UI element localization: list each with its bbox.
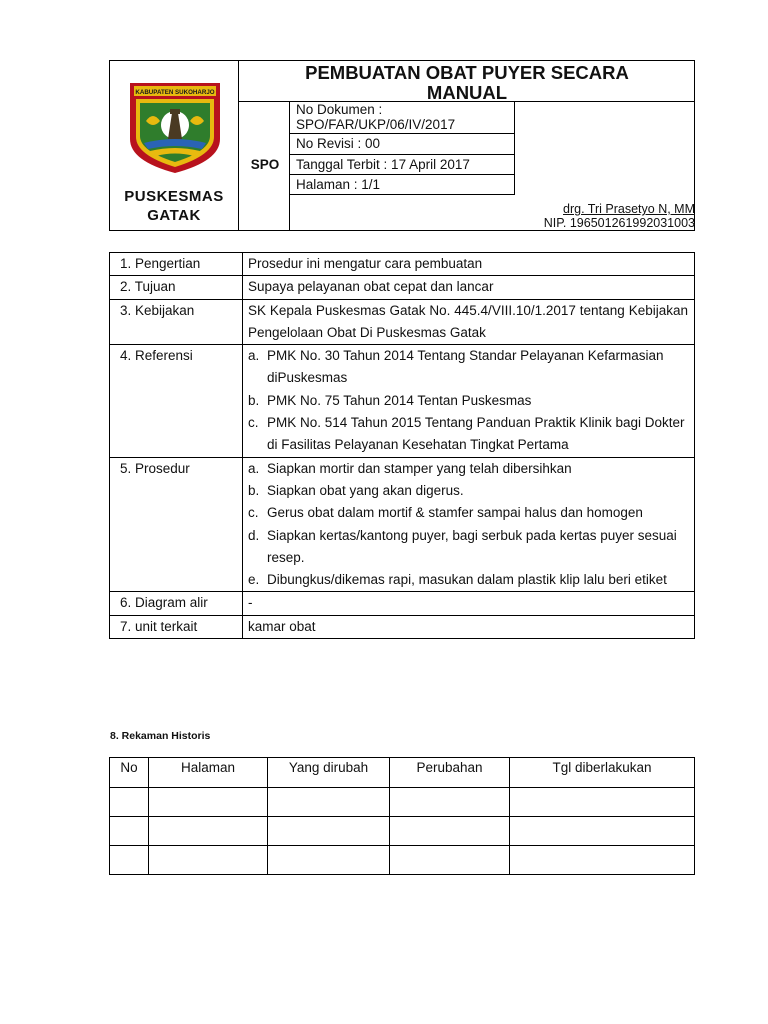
table-row — [110, 615, 695, 638]
table-cell — [110, 846, 149, 875]
column-header: Halaman — [149, 758, 268, 788]
column-header: Perubahan — [390, 758, 510, 788]
organization-name — [110, 187, 238, 225]
row-value: kamar obat — [243, 615, 695, 638]
row-label: 3. Kebijakan — [110, 299, 243, 345]
list-item — [248, 458, 688, 480]
referensi-list — [243, 345, 695, 457]
table-row — [110, 592, 695, 615]
table-row — [110, 299, 695, 345]
table-cell — [110, 788, 149, 817]
signer-nip: NIP. 196501261992031003 — [543, 216, 695, 230]
signer-name: drg. Tri Prasetyo N, MM — [563, 202, 695, 216]
row-value: - — [243, 592, 695, 615]
no-dokumen-label: No Dokumen : — [296, 102, 383, 117]
list-marker: a. — [248, 348, 260, 364]
title-line: PEMBUATAN OBAT PUYER SECARA — [305, 62, 629, 83]
list-marker: c. — [248, 505, 259, 521]
list-item — [248, 502, 688, 524]
list-text: PMK No. 514 Tahun 2015 Tentang Panduan Praktik Klinik bagi Dokter di Fasilitas Pelayanan Kesehatan Tingkat Pertama — [267, 415, 685, 453]
table-cell — [110, 817, 149, 846]
table-cell — [268, 846, 390, 875]
row-label: 2. Tujuan — [110, 276, 243, 299]
no-revisi: No Revisi : 00 — [296, 136, 381, 151]
row-value: SK Kepala Puskesmas Gatak No. 445.4/VIII.10/1.2017 tentang Kebijakan Pengelolaan Obat Di Puskesmas Gatak — [243, 299, 695, 345]
list-marker: b. — [248, 482, 260, 498]
list-marker: e. — [248, 572, 260, 588]
table-cell — [510, 817, 695, 846]
list-item — [248, 412, 688, 457]
row-label: 4. Referensi — [110, 345, 243, 457]
table-row — [110, 788, 695, 817]
column-header: No — [110, 758, 149, 788]
list-marker: c. — [248, 415, 259, 431]
list-text: Siapkan kertas/kantong puyer, bagi serbuk pada kertas puyer sesuai resep. — [267, 527, 677, 565]
org-line: GATAK — [147, 207, 201, 224]
table-row — [110, 253, 695, 276]
row-label: 7. unit terkait — [110, 615, 243, 638]
spo-label: SPO — [250, 157, 280, 172]
prosedur-list — [243, 457, 695, 592]
table-row — [110, 345, 695, 457]
list-item — [248, 480, 688, 502]
list-marker: b. — [248, 392, 260, 408]
table-cell — [268, 788, 390, 817]
title-line: MANUAL — [426, 82, 508, 103]
list-text: PMK No. 75 Tahun 2014 Tentan Puskesmas — [267, 392, 532, 408]
row-value: Prosedur ini mengatur cara pembuatan — [243, 253, 695, 276]
row-label: 5. Prosedur — [110, 457, 243, 592]
table-cell — [149, 817, 268, 846]
header-divider — [290, 154, 515, 155]
document-title — [240, 63, 694, 103]
table-header-row — [110, 758, 695, 788]
header-divider — [514, 101, 515, 195]
table-cell — [390, 846, 510, 875]
list-item — [248, 345, 688, 390]
column-header: Tgl diberlakukan — [510, 758, 695, 788]
table-row — [110, 817, 695, 846]
list-text: Siapkan obat yang akan digerus. — [267, 482, 464, 498]
document-header — [109, 60, 695, 231]
table-cell — [149, 788, 268, 817]
list-item — [248, 569, 688, 591]
org-line: PUSKESMAS — [124, 188, 224, 205]
rekaman-title: 8. Rekaman Historis — [110, 730, 211, 742]
header-divider — [290, 174, 515, 175]
table-row — [110, 846, 695, 875]
column-header: Yang dirubah — [268, 758, 390, 788]
logo-tower-top — [170, 109, 180, 114]
logo-banner-text: KABUPATEN SUKOHARJO — [135, 89, 215, 96]
row-label: 6. Diagram alir — [110, 592, 243, 615]
list-marker: d. — [248, 527, 260, 543]
rekaman-table — [109, 757, 695, 875]
table-cell — [510, 788, 695, 817]
list-marker: a. — [248, 460, 260, 476]
table-cell — [268, 817, 390, 846]
list-item — [248, 390, 688, 412]
list-text: PMK No. 30 Tahun 2014 Tentang Standar Pelayanan Kefarmasian diPuskesmas — [267, 348, 664, 386]
header-divider — [290, 194, 515, 195]
table-cell — [510, 846, 695, 875]
row-label: 1. Pengertian — [110, 253, 243, 276]
list-text: Dibungkus/dikemas rapi, masukan dalam plastik klip lalu beri etiket — [267, 572, 667, 588]
list-text: Siapkan mortir dan stamper yang telah dibersihkan — [267, 460, 572, 476]
kabupaten-logo — [128, 81, 222, 175]
row-value: Supaya pelayanan obat cepat dan lancar — [243, 276, 695, 299]
header-divider — [290, 133, 515, 134]
list-item — [248, 525, 688, 570]
list-text: Gerus obat dalam mortif & stamfer sampai halus dan homogen — [267, 505, 643, 521]
table-cell — [390, 817, 510, 846]
header-divider — [238, 61, 239, 230]
procedure-table — [109, 252, 695, 639]
table-cell — [390, 788, 510, 817]
tanggal-terbit: Tanggal Terbit : 17 April 2017 — [296, 157, 470, 172]
table-cell — [149, 846, 268, 875]
table-row — [110, 457, 695, 592]
halaman: Halaman : 1/1 — [296, 177, 381, 192]
no-dokumen-value: SPO/FAR/UKP/06/IV/2017 — [296, 117, 456, 132]
table-row — [110, 276, 695, 299]
